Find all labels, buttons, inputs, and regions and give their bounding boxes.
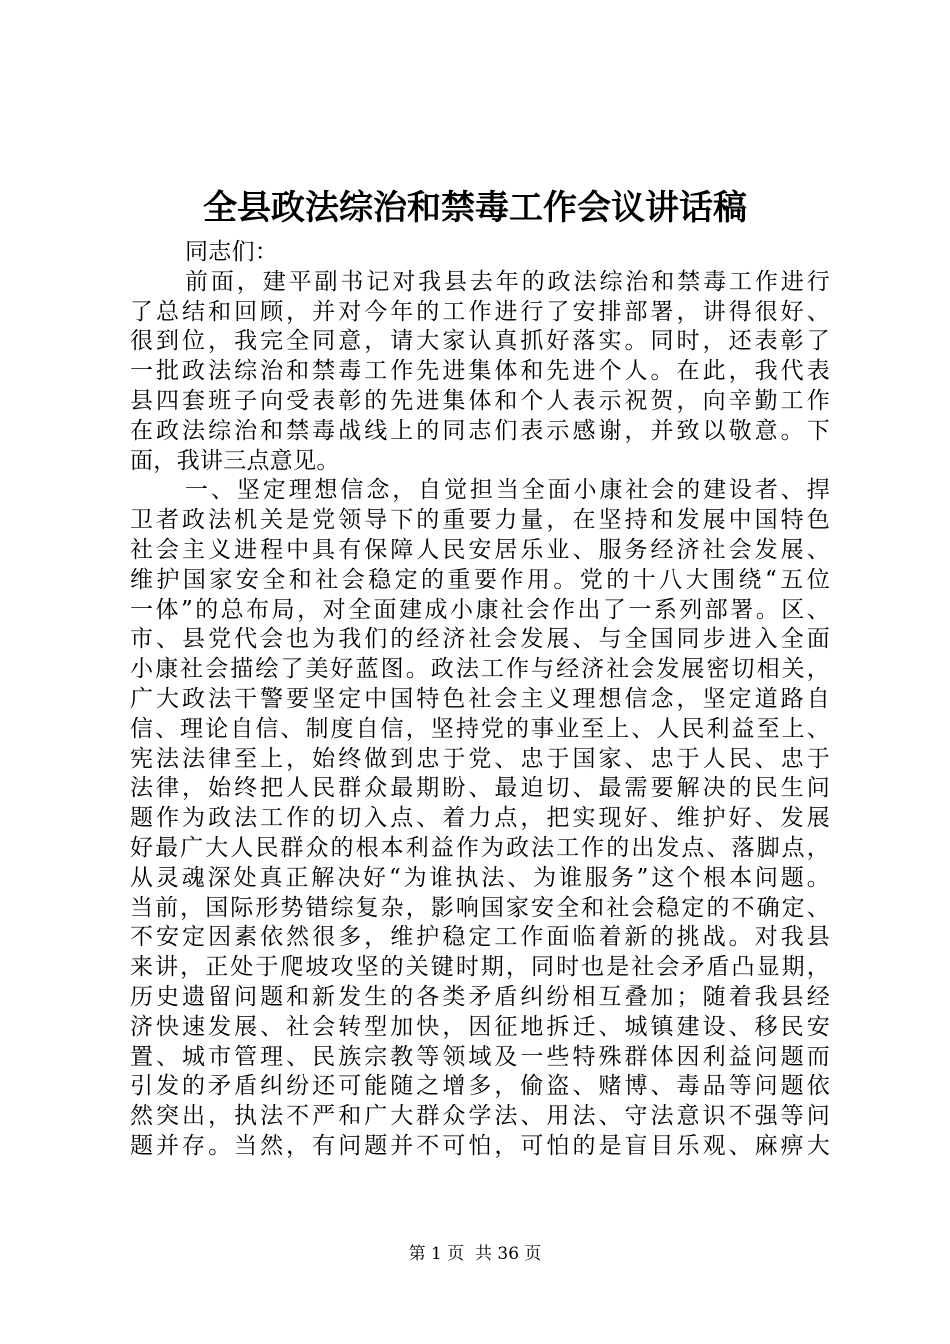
text-line: 卫者政法机关是党领导下的重要力量，在坚持和发展中国特色 [130,507,830,534]
document-title: 全县政法综治和禁毒工作会议讲话稿 [203,188,747,228]
text-line: 市、县党代会也为我们的经济社会发展、与全国同步进入全面 [130,626,830,653]
text-line: 小康社会描绘了美好蓝图。政法工作与经济社会发展密切相关， [130,656,830,683]
text-line: 了总结和回顾，并对今年的工作进行了安排部署，讲得很好、 [130,298,830,325]
text-line: 同志们： [185,239,279,265]
text-line: 维护国家安全和社会稳定的重要作用。党的十八大围绕“五位 [130,566,830,593]
text-line: 一体”的总布局，对全面建成小康社会作出了一系列部署。区、 [130,596,830,623]
text-line: 历史遗留问题和新发生的各类矛盾纠纷相互叠加；随着我县经 [130,983,830,1010]
text-line: 信、理论自信、制度自信，坚持党的事业至上、人民利益至上、 [130,715,830,742]
text-line: 一批政法综治和禁毒工作先进集体和先进个人。在此，我代表 [130,358,830,385]
text-line: 宪法法律至上，始终做到忠于党、忠于国家、忠于人民、忠于 [130,745,830,772]
text-line: 然突出，执法不严和广大群众学法、用法、守法意识不强等问 [130,1103,830,1130]
document-body [130,238,830,1162]
text-line: 广大政法干警要坚定中国特色社会主义理想信念，坚定道路自 [130,685,830,712]
text-line: 县四套班子向受表彰的先进集体和个人表示祝贺，向辛勤工作 [130,387,830,414]
text-line: 面，我讲三点意见。 [130,447,340,474]
text-line: 好最广大人民群众的根本利益作为政法工作的出发点、落脚点， [130,834,830,861]
text-line: 来讲，正处于爬坡攻坚的关键时期，同时也是社会矛盾凸显期， [130,954,830,981]
text-line: 当前，国际形势错综复杂，影响国家安全和社会稳定的不确定、 [130,894,830,921]
page-footer: 第 1 页 共 36 页 [408,1244,542,1264]
text-line: 题作为政法工作的切入点、着力点，把实现好、维护好、发展 [130,805,830,832]
text-line: 在政法综治和禁毒战线上的同志们表示感谢，并致以敬意。下 [130,417,830,444]
text-line: 置、城市管理、民族宗教等领域及一些特殊群体因利益问题而 [130,1043,830,1070]
text-line: 一、坚定理想信念，自觉担当全面小康社会的建设者、捍 [185,477,830,504]
text-line: 法律，始终把人民群众最期盼、最迫切、最需要解决的民生问 [130,775,830,802]
text-line: 引发的矛盾纠纷还可能随之增多，偷盗、赌博、毒品等问题依 [130,1073,830,1100]
text-line: 题并存。当然，有问题并不可怕，可怕的是盲目乐观、麻痹大 [130,1132,830,1159]
text-line: 从灵魂深处真正解决好“为谁执法、为谁服务”这个根本问题。 [130,864,830,891]
text-line: 很到位，我完全同意，请大家认真抓好落实。同时，还表彰了 [130,328,830,355]
text-line: 社会主义进程中具有保障人民安居乐业、服务经济社会发展、 [130,536,830,563]
text-line: 前面，建平副书记对我县去年的政法综治和禁毒工作进行 [185,268,830,295]
text-line: 济快速发展、社会转型加快，因征地拆迁、城镇建设、移民安 [130,1013,830,1040]
text-line: 不安定因素依然很多，维护稳定工作面临着新的挑战。对我县 [130,924,830,951]
